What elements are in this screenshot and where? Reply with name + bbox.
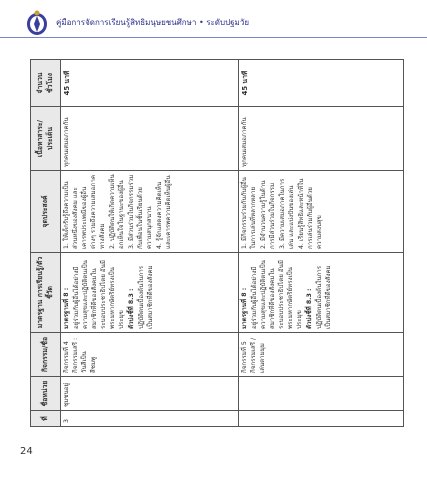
indicator-body: ปฏิบัติตนเบื้องต้นในการเป็นสมาชิกที่ดีของสังคม: [137, 265, 154, 329]
header-no: ที่: [31, 411, 61, 427]
standard-body: อยู่ร่วมกับผู้อื่นได้อย่างมีความสุขและปฏิบัติตนเป็นสมาชิกที่ดีของสังคมในระบอบประชาธิปไตย อันมีพระมหากษัตริย์ทรงเป็นประมุข: [250, 260, 303, 329]
header-content: เนื้อหาสาระ/ประเด็น: [31, 107, 61, 171]
row-activity: กิจกรรมที่ 4 กิจกรรมเสรี : วันสีเป็นสีชมพู: [61, 333, 239, 377]
standard-body: อยู่ร่วมกับผู้อื่นได้อย่างมีความสุขและปฏิบัติตนเป็นสมาชิกที่ดีของสังคมในระบอบประชาธิปไตย อันมีพระมหากษัตริย์ทรงเป็นประมุข: [72, 260, 125, 329]
standard-title: มาตรฐานที่ 8 :: [241, 287, 248, 329]
row-unit: ชุมชนอยู่: [61, 377, 239, 411]
header-standard: มาตรฐาน การเรียนรู้/ตัวชี้วัด: [31, 253, 61, 333]
row-standard: [61, 253, 239, 333]
indicator-body: ปฏิบัติตนเบื้องต้นในการเป็นสมาชิกที่ดีของสังคม: [315, 265, 332, 329]
header-divider: [0, 37, 427, 38]
row-objectives: [239, 171, 404, 253]
document-title-level: • ระดับปฐมวัย: [198, 18, 250, 27]
row-content: ทุกคนเสมอภาคกัน: [61, 107, 239, 171]
objective-item: 4. รู้จักแสดงความคิดเห็นและเคารพความคิดเห็นผู้อื่น: [155, 175, 172, 249]
standard-title: มาตรฐานที่ 8 :: [63, 287, 70, 329]
curriculum-table-container: [30, 60, 403, 427]
row-no: 3: [61, 411, 239, 427]
document-title-main: คู่มือการจัดการเรียนรู้สิทธิมนุษยชนศึกษา: [56, 18, 197, 27]
indicator-title: ตัวบ่งชี้ที่ 8.3 :: [127, 288, 135, 329]
emblem-logo-icon: [26, 10, 48, 36]
row-duration: 45 นาที: [239, 60, 404, 107]
row-standard: [239, 253, 404, 333]
objective-item: 1. ให้เด็กรับรู้ถึงความเป็นส่วนหนึ่งของสังคม และเคารพประเพณีของผู้อื่นต่างๆ รวมถึงความเสมอภาคทางสังคม: [63, 175, 106, 249]
header-objective: จุดประสงค์: [31, 171, 61, 253]
document-title: [56, 16, 249, 29]
row-unit: [239, 377, 404, 411]
row-activity: กิจกรรมที่ 5 กิจกรรมเสรี / เล่นตามมุม: [239, 333, 404, 377]
objective-item: 3. มีความเสมอภาคในการเล่น และแบ่งปันของเล่น: [278, 178, 295, 249]
objective-item: 2. มีจำนวนความรู้ในด้านการมีส่วนร่วมในกิจกรรม: [259, 180, 276, 249]
row-no: [239, 411, 404, 427]
row-duration: 45 นาที: [61, 60, 239, 107]
indicator-title: ตัวบ่งชี้ที่ 8.3 :: [305, 288, 313, 329]
objective-item: 3. มีส่วนร่วมในกิจกรรมร่วมกับเพื่อนในชั้นเรียนด้วยความสนุกสนาน: [127, 174, 153, 249]
header-duration: จำนวนชั่วโมง: [31, 60, 61, 107]
table-row: [239, 60, 404, 427]
objective-item: 2. ปฏิบัติตนให้เกิดความเห็นอกเห็นใจในฐานะของผู้อื่น: [108, 174, 125, 249]
header-unit: ชื่อหน่วย: [31, 377, 61, 411]
page-number: 24: [20, 446, 33, 457]
table-header-row: [31, 60, 61, 427]
curriculum-table: [30, 59, 404, 427]
row-content: ทุกคนเสมอภาคกัน: [239, 107, 404, 171]
objective-item: 1. มีกิจกรรมร่วมกันกับผู้อื่นในการเล่นที่หลากหลาย: [241, 177, 257, 249]
header-activity: กิจกรรม/ชื่อ: [31, 333, 61, 377]
row-objectives: [61, 171, 239, 253]
page-header: [0, 0, 427, 44]
table-row: [61, 60, 239, 427]
objective-item: 4. เรียนรู้สิทธิและหน้าที่ในการเล่นร่วมกับผู้อื่นด้วยความสงบสุข: [297, 178, 323, 249]
